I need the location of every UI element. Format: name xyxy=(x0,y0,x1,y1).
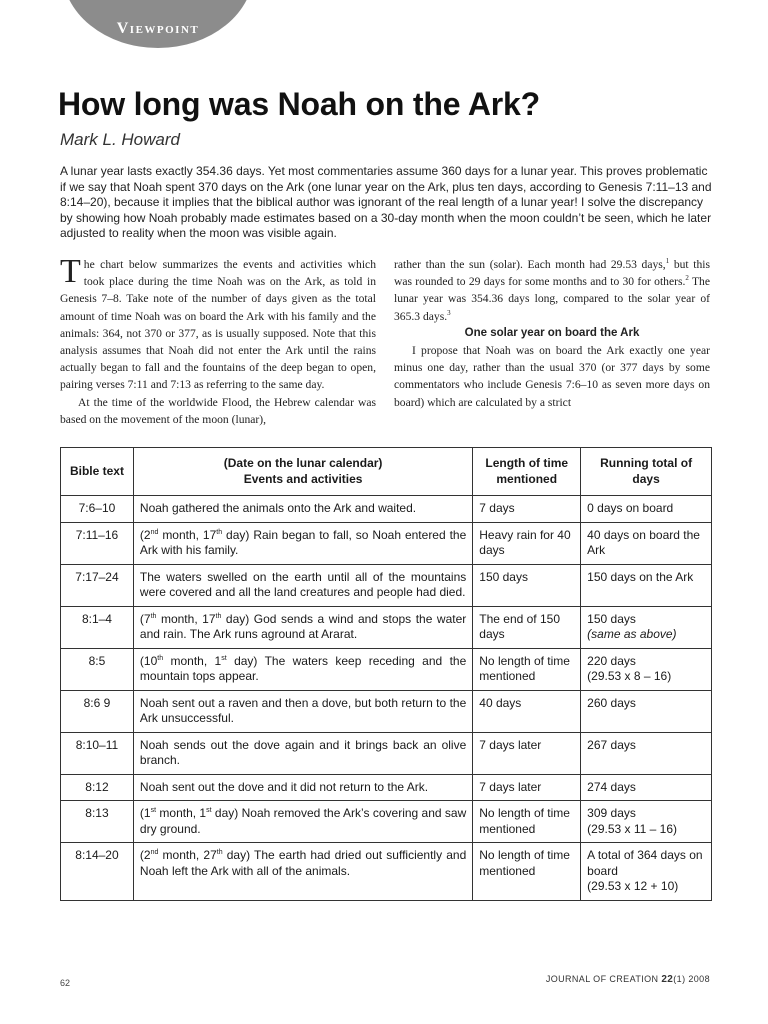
table-row xyxy=(61,496,712,523)
table-row xyxy=(61,606,712,648)
header-bible-text: Bible text xyxy=(61,448,134,496)
cell-bible: 7:11–16 xyxy=(61,522,134,564)
cell-total: 150 days on the Ark xyxy=(581,564,712,606)
cell-total: 309 days (29.53 x 11 – 16) xyxy=(581,801,712,843)
body-text: but this was rounded to 29 days for some months and to 30 for others. xyxy=(394,258,710,289)
cell-event: The waters swelled on the earth until all of the mountains were covered and all the land creatures and people had died. xyxy=(133,564,472,606)
cell-total: 260 days xyxy=(581,690,712,732)
cell-event: Noah sent out the dove and it did not return to the Ark. xyxy=(133,774,472,801)
drop-cap: T xyxy=(60,256,81,290)
cell-bible: 8:12 xyxy=(61,774,134,801)
cell-event: (10th month, 1st day) The waters keep receding and the mountain tops appear. xyxy=(133,648,472,690)
cell-length: 7 days later xyxy=(473,774,581,801)
cell-event: Noah gathered the animals onto the Ark and waited. xyxy=(133,496,472,523)
journal-volume: 22 xyxy=(661,974,674,985)
cell-total: 220 days (29.53 x 8 – 16) xyxy=(581,648,712,690)
cell-total: 0 days on board xyxy=(581,496,712,523)
cell-total: 267 days xyxy=(581,732,712,774)
cell-event: (7th month, 17th day) God sends a wind and stops the water and rain. The Ark runs aground at Ararat. xyxy=(133,606,472,648)
cell-length: 150 days xyxy=(473,564,581,606)
cell-length: The end of 150 days xyxy=(473,606,581,648)
body-column-right xyxy=(394,256,710,432)
body-paragraph xyxy=(60,256,376,394)
table-row xyxy=(61,732,712,774)
cell-length: No length of time mentioned xyxy=(473,801,581,843)
cell-total: A total of 364 days on board (29.53 x 12 + 10) xyxy=(581,843,712,901)
cell-bible: 8:5 xyxy=(61,648,134,690)
cell-total: 274 days xyxy=(581,774,712,801)
cell-bible: 7:17–24 xyxy=(61,564,134,606)
cell-bible: 8:14–20 xyxy=(61,843,134,901)
table-header-row xyxy=(61,448,712,496)
cell-total: 150 days (same as above) xyxy=(581,606,712,648)
cell-length: 7 days later xyxy=(473,732,581,774)
cell-event: (2nd month, 17th day) Rain began to fall, so Noah entered the Ark with his family. xyxy=(133,522,472,564)
cell-length: Heavy rain for 40 days xyxy=(473,522,581,564)
header-events-line1: (Date on the lunar calendar) xyxy=(223,456,383,470)
body-paragraph xyxy=(394,256,710,325)
cell-event: (1st month, 1st day) Noah removed the Ark’s covering and saw dry ground. xyxy=(133,801,472,843)
cell-event: Noah sent out a raven and then a dove, but both return to the Ark unsuccessful. xyxy=(133,690,472,732)
table-row xyxy=(61,774,712,801)
header-events-line2: Events and activities xyxy=(243,471,363,486)
body-text: he chart below summarizes the events and activities which took place during the time Noah was on the Ark, as told in Genesis 7–8. Take note of the number of days given as the total amount of time Noah was on board the Ark with his family and the animals: 364, not 370 or 377, as is usually supposed. Note that this analysis assumes that Noah did not enter the Ark until the rains actually began to fall and the fountains of the deep began to open, pairing verses 7:11 and 7:13 as referring to the same day. xyxy=(60,258,376,392)
ark-timeline-table xyxy=(60,447,712,901)
journal-issue-year: (1) 2008 xyxy=(673,974,710,984)
body-paragraph: I propose that Noah was on board the Ark exactly one year minus one day, rather than the usual 370 (or 377 days by some commentators who include Genesis 7:6–10 as seven more days on board) which are calculated by a strict xyxy=(394,344,710,409)
footnote-ref[interactable]: 2 xyxy=(685,274,689,283)
section-tab xyxy=(62,0,254,48)
cell-event: (2nd month, 27th day) The earth had dried out sufficiently and Noah left the Ark with all of the animals. xyxy=(133,843,472,901)
cell-bible: 8:6 9 xyxy=(61,690,134,732)
cell-length: No length of time mentioned xyxy=(473,648,581,690)
body-paragraph: At the time of the worldwide Flood, the Hebrew calendar was based on the movement of the moon (lunar), xyxy=(60,395,376,426)
cell-length: 7 days xyxy=(473,496,581,523)
page-number: 62 xyxy=(60,978,71,988)
footnote-ref[interactable]: 3 xyxy=(447,308,451,317)
cell-bible: 7:6–10 xyxy=(61,496,134,523)
cell-bible: 8:1–4 xyxy=(61,606,134,648)
article-title: How long was Noah on the Ark? xyxy=(58,86,540,122)
body-text: rather than the sun (solar). Each month had 29.53 days, xyxy=(394,258,666,271)
header-length: Length of time mentioned xyxy=(473,448,581,496)
cell-length: 40 days xyxy=(473,690,581,732)
cell-event: Noah sends out the dove again and it brings back an olive branch. xyxy=(133,732,472,774)
journal-name: JOURNAL OF CREATION xyxy=(545,974,659,984)
cell-bible: 8:10–11 xyxy=(61,732,134,774)
body-column-left xyxy=(60,256,376,432)
table-row xyxy=(61,564,712,606)
section-label: Viewpoint xyxy=(116,20,200,37)
section-subheading: One solar year on board the Ark xyxy=(464,326,640,339)
table-row xyxy=(61,648,712,690)
table-row xyxy=(61,843,712,901)
footnote-ref[interactable]: 1 xyxy=(665,257,670,266)
header-total: Running total of days xyxy=(581,448,712,496)
header-events xyxy=(133,448,472,496)
table-row xyxy=(61,801,712,843)
cell-total: 40 days on board the Ark xyxy=(581,522,712,564)
journal-footer xyxy=(546,974,710,985)
article-author: Mark L. Howard xyxy=(60,130,180,149)
article-abstract: A lunar year lasts exactly 354.36 days. Yet most commentaries assume 360 days for a lunar year. This proves problematic if we say that Noah spent 370 days on the Ark (one lunar year on the Ark, plus ten days, according to Genesis 7:11–13 and 8:14–20), because it implies that the biblical author was ignorant of the real length of a lunar year! I solve the discrepancy by showing how Noah probably made estimates based on a 30-day month when the moon couldn’t be seen, which he later adjusted to reality when the moon was visible again. xyxy=(60,164,712,240)
table-row xyxy=(61,522,712,564)
cell-length: No length of time mentioned xyxy=(473,843,581,901)
cell-bible: 8:13 xyxy=(61,801,134,843)
table-row xyxy=(61,690,712,732)
body-text: The lunar year was 354.36 days long, compared to the solar year of 365.3 days. xyxy=(394,275,710,323)
